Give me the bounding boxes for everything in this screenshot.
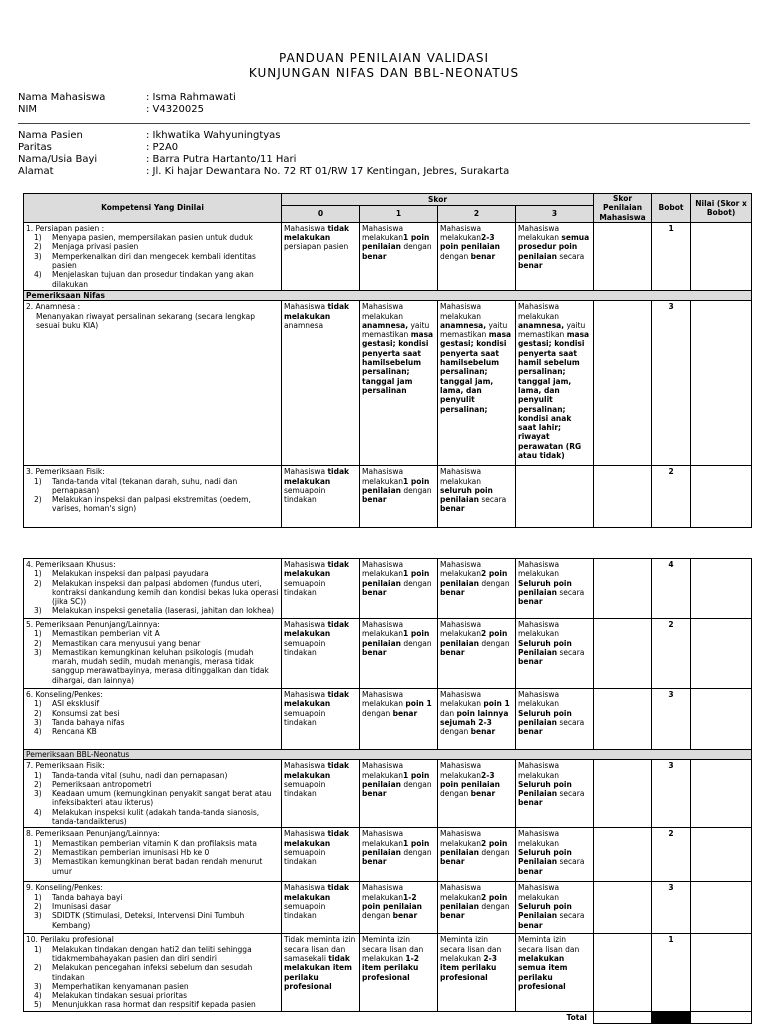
score-0-criteria: Mahasiswa tidak melakukan semuapoin tindakan <box>282 559 360 619</box>
score-1-criteria: Mahasiswa melakukan1 poin penilaian dengan benar <box>360 760 438 828</box>
score-2-criteria: Mahasiswa melakukan2 poin penilaian dengan benar <box>438 882 516 934</box>
item-number: 2) <box>34 638 42 648</box>
student-nim-label: NIM <box>18 104 38 115</box>
competency-row <box>24 559 752 619</box>
score-0-criteria: Tidak meminta izin secara lisan dan samasekali tidak melakukan item perilaku profesional <box>282 934 360 1011</box>
score-3-criteria: Mahasiswa melakukan Seluruh poin penilaian secara benar <box>516 559 594 619</box>
section-row <box>24 750 752 760</box>
student-name-label: Nama Mahasiswa <box>18 92 106 103</box>
competency-title: 5. Pemeriksaan Penunjang/Lainnya: <box>26 620 160 629</box>
item-number: 1) <box>34 476 42 486</box>
score-1-criteria: Meminta izin secara lisan dan melakukan 1-2 item perilaku profesional <box>360 934 438 1011</box>
address-value: : Jl. Ki hajar Dewantara No. 72 RT 01/RW 17 Kentingan, Jebres, Surakarta <box>146 166 510 177</box>
score-0-criteria: Mahasiswa tidak melakukan semuapoin tindakan <box>282 760 360 828</box>
competency-title: 9. Konseling/Penkes: <box>26 883 103 893</box>
competency-cell <box>24 934 282 1011</box>
competency-row <box>24 882 752 934</box>
nilai-cell[interactable] <box>691 689 752 750</box>
competency-cell <box>24 619 282 689</box>
item-text: Menunjukkan rasa hormat dan respsitif kepada pasien <box>52 1000 256 1010</box>
header-kompetensi: Kompetensi Yang Dinilai <box>24 194 282 223</box>
item-number: 3) <box>34 789 42 799</box>
baby-name-row <box>18 154 509 166</box>
document-title-line2: KUNJUNGAN NIFAS DAN BBL-NEONATUS <box>248 66 520 80</box>
competency-item <box>26 270 279 289</box>
section-title: Pemeriksaan BBL-Neonatus <box>24 750 752 760</box>
item-text: Memperhatikan kenyamanan pasien <box>52 981 189 991</box>
item-number: 3) <box>34 251 42 261</box>
competency-item <box>26 808 279 827</box>
item-number: 4) <box>34 807 42 817</box>
student-score-cell[interactable] <box>594 934 652 1011</box>
item-text: ASI eksklusif <box>52 699 100 709</box>
competency-item <box>26 789 279 808</box>
address-label: Alamat <box>18 166 54 177</box>
item-text: Tanda bahaya nifas <box>52 717 125 727</box>
competency-row <box>24 222 752 290</box>
patient-parity-row <box>18 142 509 154</box>
student-score-cell[interactable] <box>594 828 652 882</box>
score-2-criteria: Mahasiswa melakukan seluruh poin penilaian secara benar <box>438 466 516 528</box>
score-3-criteria <box>516 466 594 528</box>
score-3-criteria: Mahasiswa melakukan Seluruh poin Penilaian secara benar <box>516 828 594 882</box>
patient-info <box>18 130 509 178</box>
competency-row <box>24 466 752 528</box>
score-2-criteria: Meminta izin secara lisan dan melakukan 2-3 item perilaku profesional <box>438 934 516 1011</box>
competency-title: 7. Pemeriksaan Fisik: <box>26 761 105 771</box>
item-number: 1) <box>34 944 42 954</box>
score-0-criteria: Mahasiswa tidak melakukan semuapoin tindakan <box>282 882 360 934</box>
competency-row <box>24 301 752 466</box>
item-number: 2) <box>34 847 42 857</box>
bobot-value: 3 <box>652 689 691 750</box>
score-0-criteria: Mahasiswa tidak melakukan semuapoin tindakan <box>282 619 360 689</box>
competency-row <box>24 828 752 882</box>
item-number: 2) <box>34 963 42 973</box>
item-text: Melakukan inspeksi dan palpasi abdomen (fundus uteri, kontraksi dankandung kemih dan kondisi bekas luka operasi (jika SC)) <box>52 578 279 607</box>
header-skor: Skor <box>282 194 594 206</box>
section-row <box>24 290 752 300</box>
score-2-criteria: Mahasiswa melakukan2 poin penilaian dengan benar <box>438 619 516 689</box>
item-text: Tanda-tanda vital (tekanan darah, suhu, nadi dan pernapasan) <box>52 476 238 495</box>
competency-item <box>26 579 279 607</box>
item-text: Melakukan inspeksi dan palpasi payudara <box>52 569 209 579</box>
header-score-1: 1 <box>360 206 438 223</box>
total-label: Total <box>566 1012 587 1022</box>
item-text: Memastikan cara menyusui yang benar <box>52 638 201 648</box>
score-1-criteria: Mahasiswa melakukan anamnesa, yaitu memastikan masa gestasi; kondisi penyerta saat hamilsebelum persalinan; tanggal jam persalinan <box>360 301 438 466</box>
score-3-criteria: Meminta izin secara lisan dan melakukan semua item perilaku profesional <box>516 934 594 1011</box>
assessment-table-2 <box>23 558 752 1024</box>
score-2-criteria: Mahasiswa melakukan poin 1 dan poin lainnya sejumah 2-3 dengan benar <box>438 689 516 750</box>
competency-item <box>26 945 279 964</box>
competency-item <box>26 477 279 496</box>
student-nim-value: : V4320025 <box>146 104 204 115</box>
item-number: 1) <box>34 699 42 709</box>
competency-item <box>26 902 279 911</box>
student-name-row <box>18 92 236 104</box>
item-text: Melakukan inspeksi kulit (adakah tanda-tanda sianosis, tanda-tandaikterus) <box>52 807 260 827</box>
nilai-cell[interactable] <box>691 760 752 828</box>
item-text: Menyapa pasien, mempersilakan pasien untuk duduk <box>52 233 253 243</box>
score-0-criteria: Mahasiswa tidak melakukan semuapoin tindakan <box>282 828 360 882</box>
competency-item <box>26 606 279 615</box>
competency-cell <box>24 689 282 750</box>
item-number: 2) <box>34 495 42 505</box>
item-text: Memastikan pemberian vitamin K dan profilaksis mata <box>52 838 257 848</box>
patient-name-value: : Ikhwatika Wahyuningtyas <box>146 130 281 141</box>
competency-row <box>24 934 752 1011</box>
item-text: Keadaan umum (kemungkinan penyakit sangat berat atau infeksibakteri atau ikterus) <box>52 789 272 808</box>
baby-name-value: : Barra Putra Hartanto/11 Hari <box>146 154 297 165</box>
competency-cell <box>24 760 282 828</box>
item-text: Melakukan pencegahan infeksi sebelum dan sesudah tindakan <box>52 963 253 982</box>
competency-item <box>26 699 279 708</box>
item-number: 1) <box>34 838 42 848</box>
competency-item <box>26 911 279 930</box>
item-number: 3) <box>34 911 42 921</box>
section-title: Pemeriksaan Nifas <box>24 290 752 300</box>
score-2-criteria: Mahasiswa melakukan2 poin penilaian dengan benar <box>438 559 516 619</box>
score-0-criteria: Mahasiswa tidak melakukan anamnesa <box>282 301 360 466</box>
competency-cell <box>24 559 282 619</box>
score-1-criteria: Mahasiswa melakukan1 poin penilaian dengan benar <box>360 222 438 290</box>
item-number: 5) <box>34 1000 42 1010</box>
item-number: 3) <box>34 857 42 867</box>
student-score-cell[interactable] <box>594 882 652 934</box>
score-2-criteria: Mahasiswa melakukan2 poin penilaian dengan benar <box>438 828 516 882</box>
competency-item <box>26 242 279 251</box>
nilai-cell[interactable] <box>691 222 752 290</box>
item-number: 2) <box>34 901 42 911</box>
item-number: 4) <box>34 727 42 737</box>
bobot-value: 1 <box>652 934 691 1011</box>
competency-title: 10. Perilaku profesional <box>26 935 114 945</box>
bobot-value: 3 <box>652 882 691 934</box>
header-score-3: 3 <box>516 206 594 223</box>
student-info <box>18 92 236 116</box>
item-number: 2) <box>34 708 42 718</box>
competency-row <box>24 619 752 689</box>
nilai-cell[interactable] <box>691 559 752 619</box>
student-score-cell[interactable] <box>594 559 652 619</box>
patient-name-row <box>18 130 509 142</box>
competency-item <box>26 848 279 857</box>
score-1-criteria: Mahasiswa melakukan1 poin penilaian dengan benar <box>360 619 438 689</box>
header-bobot: Bobot <box>652 194 691 223</box>
item-number: 2) <box>34 779 42 789</box>
competency-item <box>26 569 279 578</box>
competency-item <box>26 982 279 991</box>
baby-name-label: Nama/Usia Bayi <box>18 154 98 165</box>
score-2-criteria: Mahasiswa melakukan2-3 poin penilaian dengan benar <box>438 222 516 290</box>
competency-item <box>26 857 279 876</box>
header-skor-mahasiswa: Skor Penilaian Mahasiswa <box>594 194 652 223</box>
bobot-value: 3 <box>652 760 691 828</box>
item-number: 3) <box>34 606 42 616</box>
student-score-cell[interactable] <box>594 222 652 290</box>
item-number: 1) <box>34 892 42 902</box>
item-text: Memastikan pemberian vit A <box>52 629 160 639</box>
score-0-criteria: Mahasiswa tidak melakukan semuapoin tindakan <box>282 466 360 528</box>
total-skor-cell <box>594 1011 652 1023</box>
item-text: Tanda-tanda vital (suhu, nadi dan pernapasan) <box>52 770 228 780</box>
bobot-value: 3 <box>652 301 691 466</box>
score-0-criteria: Mahasiswa tidak melakukan persiapan pasien <box>282 222 360 290</box>
divider-line <box>18 123 750 124</box>
item-text: Rencana KB <box>52 727 97 737</box>
score-0-criteria: Mahasiswa tidak melakukan semuapoin tindakan <box>282 689 360 750</box>
competency-item <box>26 893 279 902</box>
score-3-criteria: Mahasiswa melakukan Seluruh poin Penilaian secara benar <box>516 882 594 934</box>
item-text: Pemeriksaan antropometri <box>52 779 152 789</box>
header-nilai: Nilai (Skor x Bobot) <box>691 194 752 223</box>
bobot-value: 2 <box>652 828 691 882</box>
bobot-value: 2 <box>652 619 691 689</box>
item-number: 1) <box>34 569 42 579</box>
item-text: Melakukan tindakan sesuai prioritas <box>52 991 188 1001</box>
competency-description: Menanyakan riwayat persalinan sekarang (secara lengkap sesuai buku KIA) <box>36 311 255 330</box>
competency-cell <box>24 222 282 290</box>
patient-parity-label: Paritas <box>18 142 52 153</box>
item-text: SDIDTK (Stimulasi, Deteksi, Intervensi Dini Tumbuh Kembang) <box>52 911 245 930</box>
item-text: Memperkenalkan diri dan mengecek kembali identitas pasien <box>52 251 256 271</box>
score-2-criteria: Mahasiswa melakukan anamnesa, yaitu memastikan masa gestasi; kondisi penyerta saat hamilsebelum persalinan; tanggal jam, lama, dan penyulit persalinan; <box>438 301 516 466</box>
competency-row <box>24 760 752 828</box>
total-nilai-cell <box>691 1011 752 1023</box>
competency-cell <box>24 828 282 882</box>
competency-cell <box>24 466 282 528</box>
item-text: Tanda bahaya bayi <box>52 892 123 902</box>
patient-parity-value: : P2A0 <box>146 142 179 153</box>
score-1-criteria: Mahasiswa melakukan poin 1 dengan benar <box>360 689 438 750</box>
student-score-cell[interactable] <box>594 689 652 750</box>
patient-name-label: Nama Pasien <box>18 130 83 141</box>
competency-title: 3. Pemeriksaan Fisik: <box>26 467 105 477</box>
bobot-value: 2 <box>652 466 691 528</box>
nilai-cell[interactable] <box>691 466 752 528</box>
item-number: 4) <box>34 270 42 280</box>
score-1-criteria: Mahasiswa melakukan1 poin penilaian dengan benar <box>360 466 438 528</box>
nilai-cell[interactable] <box>691 828 752 882</box>
item-number: 2) <box>34 578 42 588</box>
item-text: Menjelaskan tujuan dan prosedur tindakan yang akan dilakukan <box>52 270 254 289</box>
item-number: 1) <box>34 629 42 639</box>
score-3-criteria: Mahasiswa melakukan Seluruh poin penilaian secara benar <box>516 689 594 750</box>
total-bobot-cell <box>652 1011 691 1023</box>
student-score-cell[interactable] <box>594 466 652 528</box>
student-score-cell[interactable] <box>594 301 652 466</box>
item-text: Melakukan inspeksi dan palpasi ekstremitas (oedem, varises, homan's sign) <box>52 495 251 514</box>
competency-item <box>26 709 279 718</box>
score-3-criteria: Mahasiswa melakukan anamnesa, yaitu memastikan masa gestasi; kondisi penyerta saat hamil sebelum persalinan; tanggal jam, lama, dan penyulit persalinan; kondisi anak saat lahir; riwayat perawatan (RG atau tidak) <box>516 301 594 466</box>
item-text: Imunisasi dasar <box>52 901 111 911</box>
competency-item <box>26 233 279 242</box>
score-2-criteria: Mahasiswa melakukan2-3 poin penilaian dengan benar <box>438 760 516 828</box>
assessment-table-1 <box>23 193 752 528</box>
nilai-cell[interactable] <box>691 619 752 689</box>
competency-item <box>26 495 279 514</box>
competency-row <box>24 689 752 750</box>
total-row <box>24 1011 752 1023</box>
competency-title: 1. Persiapan pasien : <box>26 223 105 233</box>
header-score-2: 2 <box>438 206 516 223</box>
score-3-criteria: Mahasiswa melakukan semua prosedur poin penilaian secara benar <box>516 222 594 290</box>
competency-item <box>26 963 279 982</box>
competency-item <box>26 771 279 780</box>
item-number: 2) <box>34 242 42 252</box>
item-number: 1) <box>34 233 42 243</box>
item-text: Melakukan tindakan dengan hati2 dan teliti sehingga tidakmembahayakan pasien dan diri sendiri <box>52 944 252 963</box>
competency-item <box>26 252 279 271</box>
address-row <box>18 166 509 178</box>
item-text: Melakukan inspeksi genetalia (laserasi, jahitan dan lokhea) <box>52 606 274 616</box>
nilai-cell[interactable] <box>691 934 752 1011</box>
competency-cell <box>24 882 282 934</box>
nilai-cell[interactable] <box>691 301 752 466</box>
competency-item <box>26 780 279 789</box>
item-number: 3) <box>34 981 42 991</box>
score-1-criteria: Mahasiswa melakukan1 poin penilaian dengan benar <box>360 559 438 619</box>
student-score-cell[interactable] <box>594 619 652 689</box>
bobot-value: 1 <box>652 222 691 290</box>
competency-item <box>26 629 279 638</box>
item-number: 4) <box>34 991 42 1001</box>
competency-title: 6. Konseling/Penkes: <box>26 690 103 699</box>
item-text: Menjaga privasi pasien <box>52 242 139 252</box>
item-number: 3) <box>34 647 42 657</box>
header-score-0: 0 <box>282 206 360 223</box>
score-1-criteria: Mahasiswa melakukan1 poin penilaian dengan benar <box>360 828 438 882</box>
competency-cell <box>24 301 282 466</box>
competency-item <box>26 839 279 848</box>
score-3-criteria: Mahasiswa melakukan Seluruh poin Penilaian secara benar <box>516 760 594 828</box>
score-3-criteria: Mahasiswa melakukan Seluruh poin Penilaian secara benar <box>516 619 594 689</box>
competency-item <box>26 648 279 685</box>
item-text: Memastikan kemungkinan keluhan psikologis (mudah marah, mudah sedih, mudah menangis, merasa tidak sanggup merawatbayinya, merasa ditinggalkan dan tidak dihargai, dan lainnya) <box>52 647 269 685</box>
score-1-criteria: Mahasiswa melakukan1-2 poin penilaian dengan benar <box>360 882 438 934</box>
competency-title: 4. Pemeriksaan Khusus: <box>26 560 116 569</box>
item-number: 1) <box>34 770 42 780</box>
item-number: 3) <box>34 717 42 727</box>
competency-item <box>26 1000 279 1009</box>
competency-item <box>26 718 279 727</box>
competency-title: 2. Anamnesa : <box>26 302 81 312</box>
item-text: Memastikan kemungkinan berat badan rendah menurut umur <box>52 857 263 876</box>
item-text: Memastikan pemberian imunisasi Hb ke 0 <box>52 847 210 857</box>
competency-item <box>26 991 279 1000</box>
competency-item <box>26 639 279 648</box>
student-score-cell[interactable] <box>594 760 652 828</box>
item-text: Konsumsi zat besi <box>52 708 120 718</box>
student-name-value: : Isma Rahmawati <box>146 92 236 103</box>
competency-item <box>26 727 279 736</box>
document-title-line1: PANDUAN PENILAIAN VALIDASI <box>279 51 489 65</box>
student-nim-row <box>18 104 236 116</box>
nilai-cell[interactable] <box>691 882 752 934</box>
competency-title: 8. Pemeriksaan Penunjang/Lainnya: <box>26 829 160 839</box>
bobot-value: 4 <box>652 559 691 619</box>
